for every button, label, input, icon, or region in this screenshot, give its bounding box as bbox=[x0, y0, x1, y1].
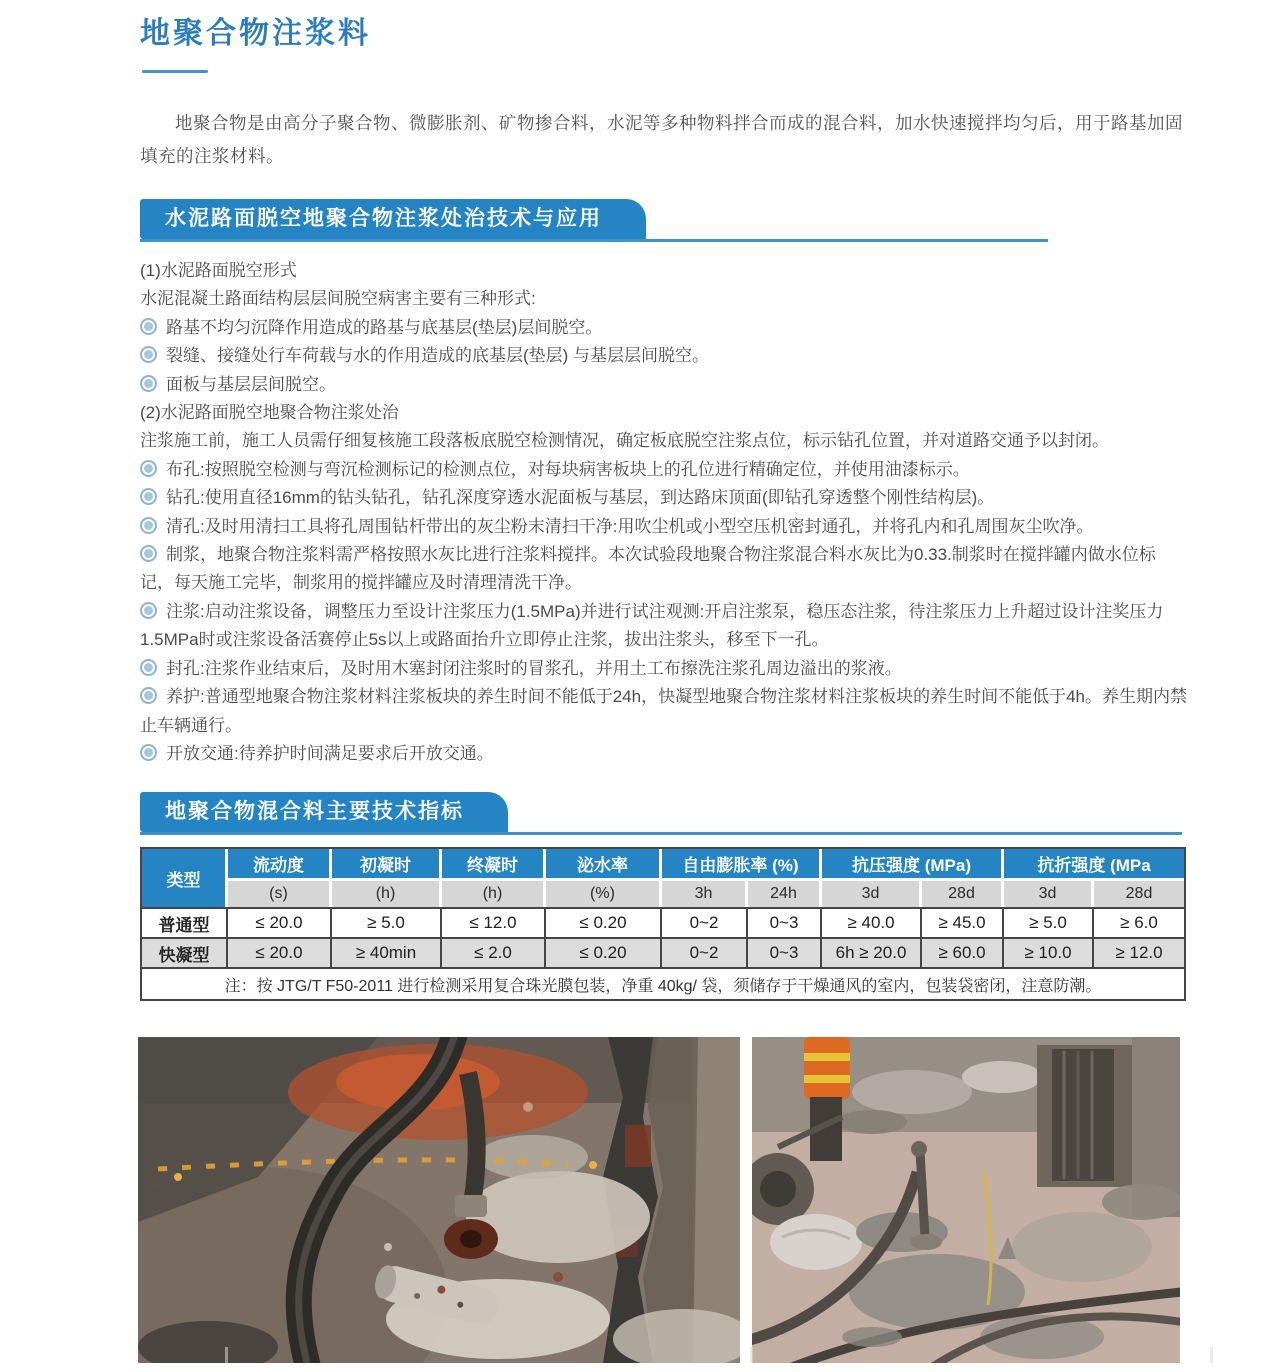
table-subheader-cell: 3d bbox=[1004, 881, 1094, 907]
table-cell: ≤ 0.20 bbox=[546, 907, 662, 939]
table-subheader-cell: (h) bbox=[332, 881, 442, 907]
bullet-item: 钻孔:使用直径16mm的钻头钻孔，钻孔深度穿透水泥面板与基层，到达路床顶面(即钻孔穿透整个刚性结构层)。 bbox=[140, 484, 1188, 512]
bullet-item: 面板与基层层间脱空。 bbox=[140, 371, 1188, 399]
table-cell: ≥ 45.0 bbox=[922, 907, 1004, 939]
procedure-list bbox=[140, 257, 1188, 768]
table-cell: ≥ 40min bbox=[332, 939, 442, 969]
table-header-cell: 终凝时 bbox=[442, 849, 546, 881]
table-cell: 0~2 bbox=[662, 939, 748, 969]
section1-banner: 水泥路面脱空地聚合物注浆处治技术与应用 bbox=[140, 199, 646, 239]
ring-bullet-icon bbox=[140, 545, 157, 562]
table-header-cell: 流动度 bbox=[228, 849, 332, 881]
ring-bullet-icon bbox=[140, 375, 157, 392]
spec-table-head bbox=[142, 849, 1184, 907]
ring-bullet-icon bbox=[140, 346, 157, 363]
bullet-item: 路基不均匀沉降作用造成的路基与底基层(垫层)层间脱空。 bbox=[140, 314, 1188, 342]
table-note: 注：按 JTG/T F50-2011 进行检测采用复合珠光膜包装，净重 40kg/ 袋，须储存于干燥通风的室内，包装袋密闭，注意防潮。 bbox=[142, 969, 1184, 999]
ring-bullet-icon bbox=[140, 460, 157, 477]
table-subheader-cell: 28d bbox=[922, 881, 1004, 907]
ring-bullet-icon bbox=[140, 602, 157, 619]
table-cell: 6h ≥ 20.0 bbox=[822, 939, 922, 969]
table-cell: ≤ 20.0 bbox=[228, 939, 332, 969]
table-cell: ≥ 5.0 bbox=[332, 907, 442, 939]
table-cell: ≤ 2.0 bbox=[442, 939, 546, 969]
ring-bullet-icon bbox=[140, 488, 157, 505]
table-cell: ≤ 12.0 bbox=[442, 907, 546, 939]
table-cell: 0~3 bbox=[748, 907, 822, 939]
ring-bullet-icon bbox=[140, 659, 157, 676]
table-subheader-cell: (%) bbox=[546, 881, 662, 907]
section2-banner-strip bbox=[140, 792, 1182, 835]
bullet-item: 养护:普通型地聚合物注浆材料注浆板块的养生时间不能低于24h，快凝型地聚合物注浆材料注浆板块的养生时间不能低于4h。养生期内禁止车辆通行。 bbox=[140, 687, 1187, 735]
table-cell: ≤ 20.0 bbox=[228, 907, 332, 939]
construction-site-photo bbox=[752, 1037, 1180, 1363]
table-subheader-cell: (s) bbox=[228, 881, 332, 907]
table-cell: ≥ 6.0 bbox=[1094, 907, 1184, 939]
spec-table bbox=[140, 847, 1186, 1001]
table-row-type: 快凝型 bbox=[142, 939, 228, 969]
table-header-type: 类型 bbox=[142, 849, 228, 907]
text-line: (1)水泥路面脱空形式 bbox=[140, 261, 297, 280]
bullet-item: 清孔:及时用清扫工具将孔周围钻杆带出的灰尘粉末清扫干净:用吹尘机或小型空压机密封通孔，并将孔内和孔周围灰尘吹净。 bbox=[140, 513, 1188, 541]
title-underline bbox=[142, 70, 208, 73]
table-header-cell: 抗压强度 (MPa) bbox=[822, 849, 1004, 881]
ring-bullet-icon bbox=[140, 687, 157, 704]
text-line: 注浆施工前，施工人员需仔细复核施工段落板底脱空检测情况，确定板底脱空注浆点位，标示钻孔位置，并对道路交通予以封闭。 bbox=[140, 431, 1109, 451]
ring-bullet-icon bbox=[140, 318, 157, 335]
section2-banner: 地聚合物混合料主要技术指标 bbox=[140, 792, 508, 832]
intro-paragraph: 地聚合物是由高分子聚合物、微膨胀剂、矿物掺合料，水泥等多种物料拌合而成的混合料，加水快速搅拌均匀后，用于路基加固填充的注浆材料。 bbox=[140, 113, 1183, 166]
table-row bbox=[142, 939, 1184, 969]
table-header-cell: 自由膨胀率 (%) bbox=[662, 849, 822, 881]
section1-banner-strip bbox=[140, 199, 1048, 242]
text-line: 水泥混凝土路面结构层层间脱空病害主要有三种形式: bbox=[140, 289, 536, 309]
page-title: 地聚合物注浆料 bbox=[140, 17, 371, 50]
table-header-cell: 泌水率 bbox=[546, 849, 662, 881]
table-cell: 0~3 bbox=[748, 939, 822, 969]
ring-bullet-icon bbox=[140, 517, 157, 534]
ring-bullet-icon bbox=[140, 744, 157, 761]
table-cell: ≥ 5.0 bbox=[1004, 907, 1094, 939]
bullet-item: 布孔:按照脱空检测与弯沉检测标记的检测点位，对每块病害板块上的孔位进行精确定位，并使用油漆标示。 bbox=[140, 456, 1188, 484]
bullet-item: 封孔:注浆作业结束后，及时用木塞封闭注浆时的冒浆孔，并用土工布擦洗注浆孔周边溢出的浆液。 bbox=[140, 655, 1188, 683]
table-cell: ≥ 10.0 bbox=[1004, 939, 1094, 969]
table-row-type: 普通型 bbox=[142, 907, 228, 939]
text-line: (2)水泥路面脱空地聚合物注浆处治 bbox=[140, 403, 399, 423]
table-subheader-cell: 3h bbox=[662, 881, 748, 907]
table-cell: ≥ 12.0 bbox=[1094, 939, 1184, 969]
table-subheader-cell: 28d bbox=[1094, 881, 1184, 907]
grouting-hole-photo bbox=[138, 1037, 740, 1363]
table-row bbox=[142, 907, 1184, 939]
bullet-item: 开放交通:待养护时间满足要求后开放交通。 bbox=[140, 740, 1188, 768]
photos-row bbox=[138, 1037, 1280, 1363]
table-cell: ≤ 0.20 bbox=[546, 939, 662, 969]
spec-table-body bbox=[142, 907, 1184, 999]
table-header-cell: 抗折强度 (MPa bbox=[1004, 849, 1184, 881]
table-cell: ≥ 40.0 bbox=[822, 907, 922, 939]
table-header-cell: 初凝时 bbox=[332, 849, 442, 881]
bullet-item: 注浆:启动注浆设备，调整压力至设计注浆压力(1.5MPa)并进行试注观测:开启注浆泵，稳压态注浆，待注浆压力上升超过设计注奖压力1.5MPa时或注浆设备活赛停止5s以上或路面抬升立即停止注浆，拔出注浆头，移至下一孔。 bbox=[140, 601, 1164, 650]
bullet-item: 制浆，地聚合物注浆料需严格按照水灰比进行注浆料搅拌。本次试验段地聚合物注浆混合料水灰比为0.33.制浆时在搅拌罐内做水位标记，每天施工完毕，制浆用的搅拌罐应及时清理清洗干净。 bbox=[140, 545, 1156, 593]
table-subheader-cell: 3d bbox=[822, 881, 922, 907]
bullet-item: 裂缝、接缝处行车荷载与水的作用造成的底基层(垫层) 与基层层间脱空。 bbox=[140, 342, 1188, 370]
table-subheader-cell: (h) bbox=[442, 881, 546, 907]
table-cell: 0~2 bbox=[662, 907, 748, 939]
table-cell: ≥ 60.0 bbox=[922, 939, 1004, 969]
table-subheader-cell: 24h bbox=[748, 881, 822, 907]
